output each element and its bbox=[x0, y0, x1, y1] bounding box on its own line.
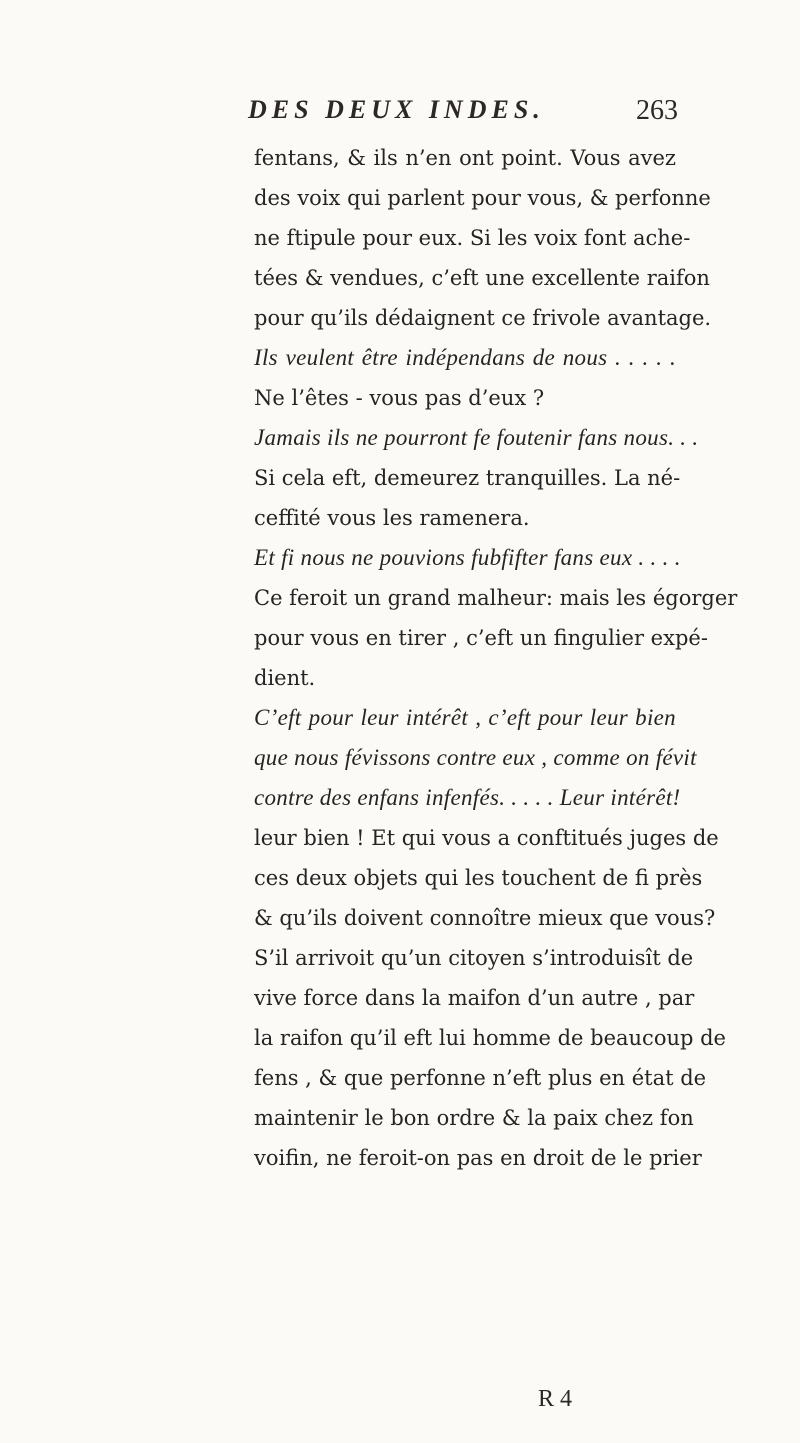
signature-mark: R 4 bbox=[538, 1386, 573, 1412]
running-title: DES DEUX INDES. bbox=[248, 95, 545, 124]
text-line: pour qu’ils dédaignent ce frivole avantage. bbox=[254, 306, 712, 330]
text-line: voifin, ne feroit-on pas en droit de le prier bbox=[254, 1146, 702, 1170]
text-line: Ce feroit un grand malheur: mais les égorger bbox=[254, 586, 738, 610]
italic-line: contre des enfans infenfés. . . . . Leur intérêt! bbox=[254, 785, 681, 810]
italic-line: Ils veulent être indépendans de nous . . . . . bbox=[254, 345, 676, 370]
text-line: S’il arrivoit qu’un citoyen s’introduisît de bbox=[254, 946, 694, 970]
text-line: tées & vendues, c’eft une excellente raifon bbox=[254, 266, 710, 290]
text-line: dient. bbox=[254, 666, 316, 690]
text-line: la raifon qu’il eft lui homme de beaucoup de bbox=[254, 1026, 726, 1050]
italic-line: Jamais ils ne pourront fe foutenir fans nous. . . bbox=[254, 425, 699, 450]
italic-line: C’eft pour leur intérêt , c’eft pour leur bien bbox=[254, 705, 676, 730]
page-number: 263 bbox=[636, 95, 678, 126]
text-line: ceffité vous les ramenera. bbox=[254, 506, 530, 530]
text-line: Ne l’êtes - vous pas d’eux ? bbox=[254, 386, 545, 410]
text-line: pour vous en tirer , c’eft un fingulier expé- bbox=[254, 626, 708, 650]
text-line: ces deux objets qui les touchent de fi près bbox=[254, 866, 703, 890]
text-line: fens , & que perfonne n’eft plus en état de bbox=[254, 1066, 707, 1090]
text-line: vive force dans la maifon d’un autre , par bbox=[254, 986, 695, 1010]
text-line: leur bien ! Et qui vous a conftitués juges de bbox=[254, 826, 719, 850]
text-line: fentans, & ils n’en ont point. Vous avez bbox=[254, 146, 676, 170]
italic-line: que nous févissons contre eux , comme on févit bbox=[254, 745, 697, 770]
running-head bbox=[248, 95, 678, 135]
italic-line: Et fi nous ne pouvions fubfifter fans eux . . . . bbox=[254, 545, 681, 570]
text-line: ne ftipule pour eux. Si les voix font ache- bbox=[254, 226, 691, 250]
text-line: des voix qui parlent pour vous, & perfonne bbox=[254, 186, 711, 210]
text-line: Si cela eft, demeurez tranquilles. La né- bbox=[254, 466, 681, 490]
text-line: & qu’ils doivent connoître mieux que vous? bbox=[254, 906, 716, 930]
text-line: maintenir le bon ordre & la paix chez fon bbox=[254, 1106, 694, 1130]
